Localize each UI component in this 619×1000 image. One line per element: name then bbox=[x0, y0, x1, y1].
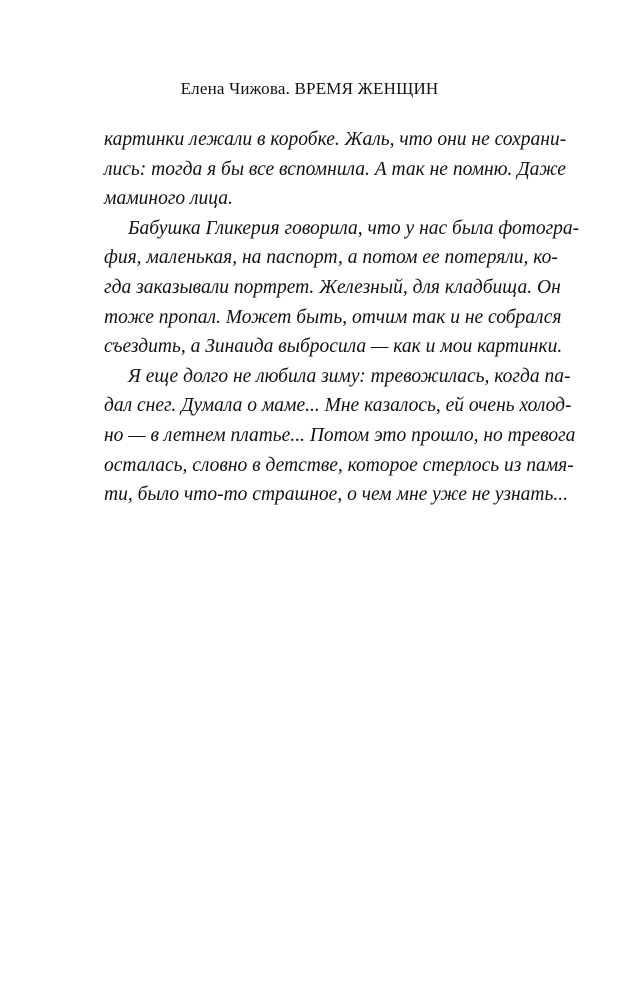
text-line: осталась, словно в детстве, которое стерлось из памя- bbox=[104, 454, 574, 476]
running-head: Елена Чижова. ВРЕМЯ ЖЕНЩИН bbox=[180, 79, 439, 98]
text-line: ти, было что-то страшное, о чем мне уже не узнать... bbox=[104, 484, 568, 506]
text-line: Бабушка Гликерия говорила, что у нас была фотогра- bbox=[128, 217, 580, 239]
text-line: но — в летнем платье... Потом это прошло, но тревога bbox=[104, 424, 576, 446]
text-line: тоже пропал. Может быть, отчим так и не собрался bbox=[104, 306, 562, 328]
text-line: Я еще долго не любила зиму: тревожилась, когда па- bbox=[128, 365, 571, 387]
body-text bbox=[104, 125, 580, 510]
text-line: гда заказывали портрет. Железный, для кладбища. Он bbox=[104, 276, 561, 298]
text-line: дал снег. Думала о маме... Мне казалось, ей очень холод- bbox=[104, 395, 572, 417]
text-line: фия, маленькая, на паспорт, а потом ее потеряли, ко- bbox=[104, 247, 558, 269]
text-line: маминого лица. bbox=[104, 188, 233, 210]
text-line: лись: тогда я бы все вспомнила. А так не помню. Даже bbox=[104, 158, 566, 180]
text-line: съездить, а Зинаида выбросила — как и мои картинки. bbox=[104, 336, 563, 358]
text-line: картинки лежали в коробке. Жаль, что они не сохрани- bbox=[104, 129, 567, 150]
